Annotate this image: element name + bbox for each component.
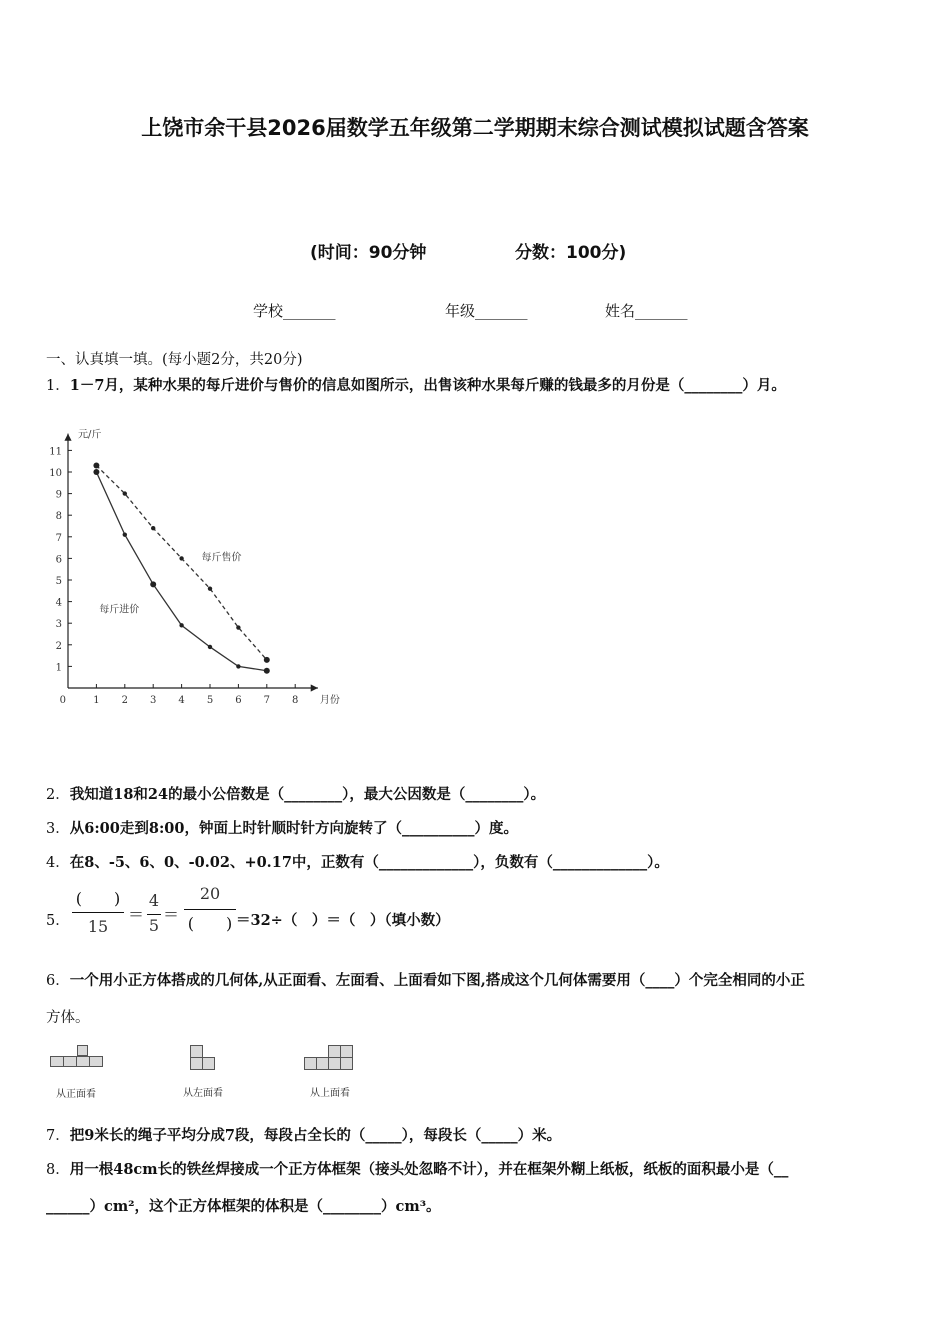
question-5-tail: ＝32÷（ ）＝（ ）（填小数） (236, 912, 450, 929)
question-text: 在8、-5、6、0、-0.02、+0.17中，正数有（_____________），负数有（_____________）。 (69, 854, 669, 871)
equals-1: ＝ (128, 905, 145, 924)
price-chart (46, 405, 356, 715)
question-text: 从6:00走到8:00，钟面上时针顺时针方向旋转了（__________）度。 (69, 820, 518, 837)
question-1 (46, 376, 786, 396)
left-view-label: 从左面看 (183, 1088, 223, 1099)
y-tick-label: 10 (49, 468, 62, 479)
grade-field: 年级_______ (445, 302, 528, 320)
question-number: 1． (46, 378, 70, 394)
x-tick-label: 2 (121, 695, 128, 706)
data-point (236, 625, 240, 629)
x-tick-label: 6 (235, 695, 242, 706)
front-view-figure (50, 1045, 110, 1081)
question-3 (46, 819, 518, 839)
data-point (236, 664, 240, 668)
question-number: 8． (46, 1162, 70, 1178)
fraction-1-bar (72, 912, 124, 913)
y-tick-label: 7 (55, 532, 62, 544)
y-tick-label: 2 (55, 640, 62, 652)
series-label: 每斤售价 (201, 552, 242, 564)
question-5-number: 5． (46, 913, 70, 929)
data-point (179, 623, 183, 627)
top-view-figure (304, 1045, 360, 1081)
x-tick-label: 3 (150, 695, 157, 706)
data-point (123, 491, 127, 495)
y-tick-label: 11 (49, 446, 62, 458)
fraction-1-denominator: 15 (87, 917, 109, 936)
y-tick-label: 8 (55, 511, 62, 523)
x-tick-label: 7 (263, 695, 270, 706)
question-8-line2: ______）cm²，这个正方体框架的体积是（________）cm³。 (46, 1198, 441, 1215)
fraction-1-numerator: ( ) (75, 889, 121, 908)
question-6 (46, 971, 805, 991)
data-point (179, 556, 183, 560)
x-tick-label: 8 (292, 695, 299, 706)
question-text: 一个用小正方体搭成的几何体,从正面看、左面看、上面看如下图,搭成这个几何体需要用（____）个完全相同的小正 (69, 972, 805, 989)
fraction-2-numerator: 4 (148, 891, 160, 910)
question-text: 用一根48cm长的铁丝焊接成一个正方体框架（接头处忽略不计），并在框架外糊上纸板，纸板的面积最小是（__ (69, 1161, 789, 1178)
question-4 (46, 853, 669, 873)
question-number: 7． (46, 1128, 70, 1144)
fraction-2-denominator: 5 (148, 916, 160, 935)
fraction-3-numerator: 20 (199, 884, 221, 903)
school-field: 学校_______ (253, 302, 336, 320)
y-tick-label: 1 (55, 662, 62, 674)
question-2 (46, 785, 545, 805)
question-text: 1－7月，某种水果的每斤进价与售价的信息如图所示，出售该种水果每斤赚的钱最多的月份是（________）月。 (69, 377, 786, 394)
question-7 (46, 1126, 561, 1146)
question-number: 2． (46, 787, 70, 803)
chart-ticks (49, 446, 298, 706)
fraction-2-bar (147, 914, 161, 915)
left-view-figure (188, 1045, 218, 1081)
exam-score: 分数：100分) (515, 243, 627, 263)
question-text: 我知道18和24的最小公倍数是（________），最大公因数是（________）。 (69, 786, 546, 803)
data-point (208, 645, 212, 649)
data-point (93, 469, 99, 475)
equals-2: ＝ (163, 905, 180, 924)
y-tick-label: 3 (55, 619, 62, 631)
y-tick-label: 5 (55, 576, 62, 587)
chart-labels (60, 428, 340, 706)
chart-axes (68, 434, 318, 688)
chart-series (93, 463, 269, 674)
series-line (96, 472, 266, 671)
x-tick-label: 5 (206, 695, 214, 706)
exam-time: (时间：90分钟 (310, 243, 427, 263)
name-field: 姓名_______ (605, 302, 688, 320)
data-point (208, 586, 212, 590)
x-tick-label: 1 (93, 695, 100, 706)
question-number: 3． (46, 821, 70, 837)
question-6-line2: 方体。 (46, 1010, 90, 1026)
question-number: 6． (46, 973, 70, 989)
top-view-label: 从上面看 (310, 1088, 350, 1099)
y-tick-label: 6 (55, 554, 62, 566)
x-tick-label: 4 (178, 695, 185, 706)
y-tick-label: 9 (55, 489, 62, 501)
question-8 (46, 1160, 788, 1180)
data-point (151, 526, 155, 530)
y-tick-label: 4 (55, 597, 62, 609)
series-label: 每斤进价 (99, 604, 140, 616)
data-point (93, 463, 99, 469)
data-point (123, 532, 127, 536)
question-number: 4． (46, 855, 70, 871)
front-view-label: 从正面看 (56, 1089, 96, 1100)
data-point (264, 657, 270, 663)
data-point (264, 668, 270, 674)
y-axis-label: 元/斤 (78, 429, 102, 441)
fraction-3-bar (184, 909, 236, 910)
fraction-3-denominator: ( ) (187, 914, 233, 933)
x-axis-label: 月份 (319, 695, 340, 706)
page-title: 上饶市余干县2026届数学五年级第二学期期末综合测试模拟试题含答案 (141, 116, 809, 140)
section-heading: 一、认真填一填。(每小题2分，共20分) (46, 352, 303, 368)
question-text: 把9米长的绳子平均分成7段，每段占全长的（_____），每段长（_____）米。 (69, 1127, 562, 1144)
origin-label: 0 (59, 695, 66, 706)
data-point (150, 581, 156, 587)
